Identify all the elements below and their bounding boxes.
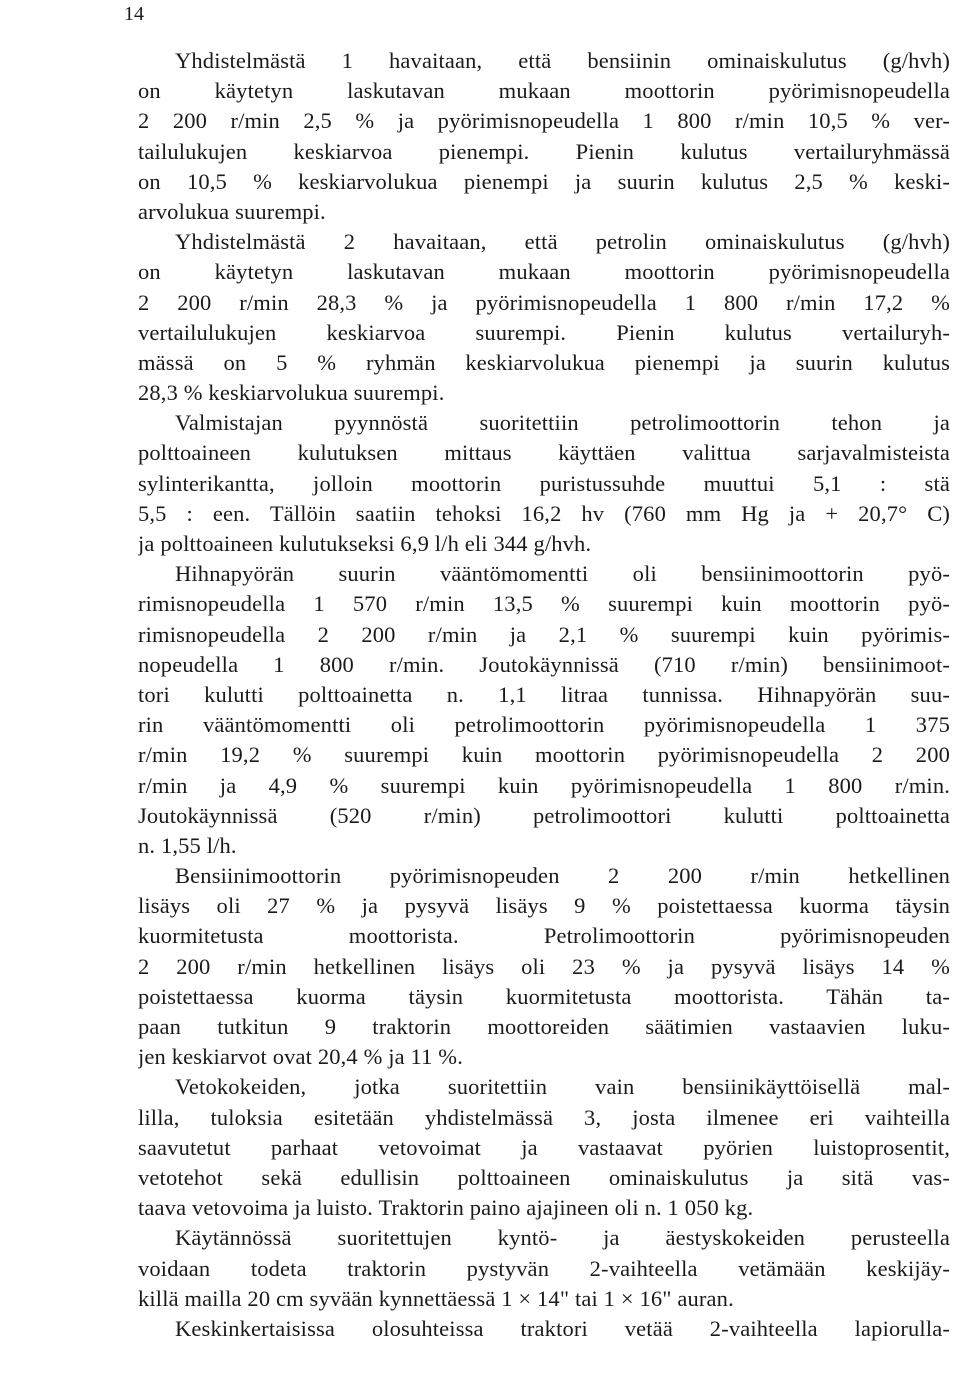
- text-line: voidaan todeta traktorin pystyvän 2-vaihteella vetämään keskijäy-: [138, 1255, 950, 1281]
- text-line: taava vetovoima ja luisto. Traktorin paino ajajineen oli n. 1 050 kg.: [138, 1195, 754, 1221]
- text-line: tori kulutti polttoainetta n. 1,1 litraa tunnissa. Hihnapyörän suu-: [138, 681, 950, 707]
- text-line: ja polttoaineen kulutukseksi 6,9 l/h eli 344 g/hvh.: [138, 531, 592, 556]
- text-line: Vetokokeiden, jotka suoritettiin vain bensiinikäyttöisellä mal-: [175, 1074, 950, 1100]
- text-line: rin vääntömomentti oli petrolimoottorin pyörimisnopeudella 1 375: [138, 712, 950, 738]
- text-line: killä mailla 20 cm syvään kynnettäessä 1 × 14" tai 1 × 16" auran.: [138, 1285, 734, 1311]
- text-line: Valmistajan pyynnöstä suoritettiin petrolimoottorin tehon ja: [175, 410, 950, 436]
- text-line: vertailulukujen keskiarvoa suurempi. Pienin kulutus vertailuryh-: [138, 319, 950, 345]
- page-number: 14: [124, 3, 144, 25]
- text-line: r/min ja 4,9 % suurempi kuin pyörimisnopeudella 1 800 r/min.: [138, 772, 950, 798]
- text-line: Yhdistelmästä 1 havaitaan, että bensiinin ominaiskulutus (g/hvh): [175, 48, 950, 73]
- text-line: paan tutkitun 9 traktorin moottoreiden säätimien vastaavien luku-: [138, 1014, 950, 1039]
- text-line: 2 200 r/min 28,3 % ja pyörimisnopeudella 1 800 r/min 17,2 %: [138, 289, 950, 315]
- text-line: mässä on 5 % ryhmän keskiarvolukua pienempi ja suurin kulutus: [138, 349, 950, 375]
- text-line: Keskinkertaisissa olosuhteissa traktori vetää 2-vaihteella lapiorulla-: [175, 1315, 950, 1341]
- text-line: on 10,5 % keskiarvolukua pienempi ja suurin kulutus 2,5 % keski-: [138, 168, 950, 194]
- text-line: Yhdistelmästä 2 havaitaan, että petrolin ominaiskulutus (g/hvh): [175, 229, 950, 255]
- text-line: saavutetut parhaat vetovoimat ja vastaavat pyörien luistoprosentit,: [138, 1134, 950, 1160]
- body-text: [138, 46, 950, 1344]
- text-line: poistettaessa kuorma täysin kuormitetusta moottorista. Tähän ta-: [138, 983, 950, 1009]
- text-line: vetotehot sekä edullisin polttoaineen ominaiskulutus ja sitä vas-: [138, 1164, 950, 1190]
- text-line: jen keskiarvot ovat 20,4 % ja 11 %.: [138, 1044, 463, 1070]
- text-line: 5,5 : een. Tällöin saatiin tehoksi 16,2 hv (760 mm Hg ja + 20,7° C): [138, 500, 950, 526]
- text-line: 2 200 r/min hetkellinen lisäys oli 23 % ja pysyvä lisäys 14 %: [138, 953, 950, 979]
- text-line: Bensiinimoottorin pyörimisnopeuden 2 200 r/min hetkellinen: [175, 863, 950, 889]
- text-line: kuormitetusta moottorista. Petrolimoottorin pyörimisnopeuden: [138, 923, 950, 949]
- text-line: 2 200 r/min 2,5 % ja pyörimisnopeudella 1 800 r/min 10,5 % ver-: [138, 108, 950, 134]
- text-line: tailulukujen keskiarvoa pienempi. Pienin kulutus vertailuryhmässä: [138, 138, 950, 164]
- text-line: nopeudella 1 800 r/min. Joutokäynnissä (710 r/min) bensiinimoot-: [138, 651, 950, 677]
- text-line: arvolukua suurempi.: [138, 198, 326, 224]
- text-line: on käytetyn laskutavan mukaan moottorin pyörimisnopeudella: [138, 78, 950, 104]
- text-line: sylinterikantta, jolloin moottorin puristussuhde muuttui 5,1 : stä: [138, 470, 950, 496]
- text-line: polttoaineen kulutuksen mittaus käyttäen valittua sarjavalmisteista: [138, 440, 950, 466]
- text-line: on käytetyn laskutavan mukaan moottorin pyörimisnopeudella: [138, 259, 950, 285]
- text-line: Käytännössä suoritettujen kyntö- ja äestyskokeiden perusteella: [175, 1225, 950, 1251]
- text-line: Joutokäynnissä (520 r/min) petrolimoottori kulutti polttoainetta: [138, 802, 950, 828]
- text-line: lisäys oli 27 % ja pysyvä lisäys 9 % poistettaessa kuorma täysin: [138, 893, 950, 919]
- text-line: rimisnopeudella 1 570 r/min 13,5 % suurempi kuin moottorin pyö-: [138, 591, 950, 617]
- text-line: Hihnapyörän suurin vääntömomentti oli bensiinimoottorin pyö-: [175, 561, 950, 587]
- text-line: lilla, tuloksia esitetään yhdistelmässä 3, josta ilmenee eri vaihteilla: [138, 1104, 950, 1130]
- text-line: r/min 19,2 % suurempi kuin moottorin pyörimisnopeudella 2 200: [138, 742, 950, 768]
- text-line: n. 1,55 l/h.: [138, 832, 237, 858]
- text-line: 28,3 % keskiarvolukua suurempi.: [138, 380, 445, 406]
- text-line: rimisnopeudella 2 200 r/min ja 2,1 % suurempi kuin pyörimis-: [138, 621, 950, 647]
